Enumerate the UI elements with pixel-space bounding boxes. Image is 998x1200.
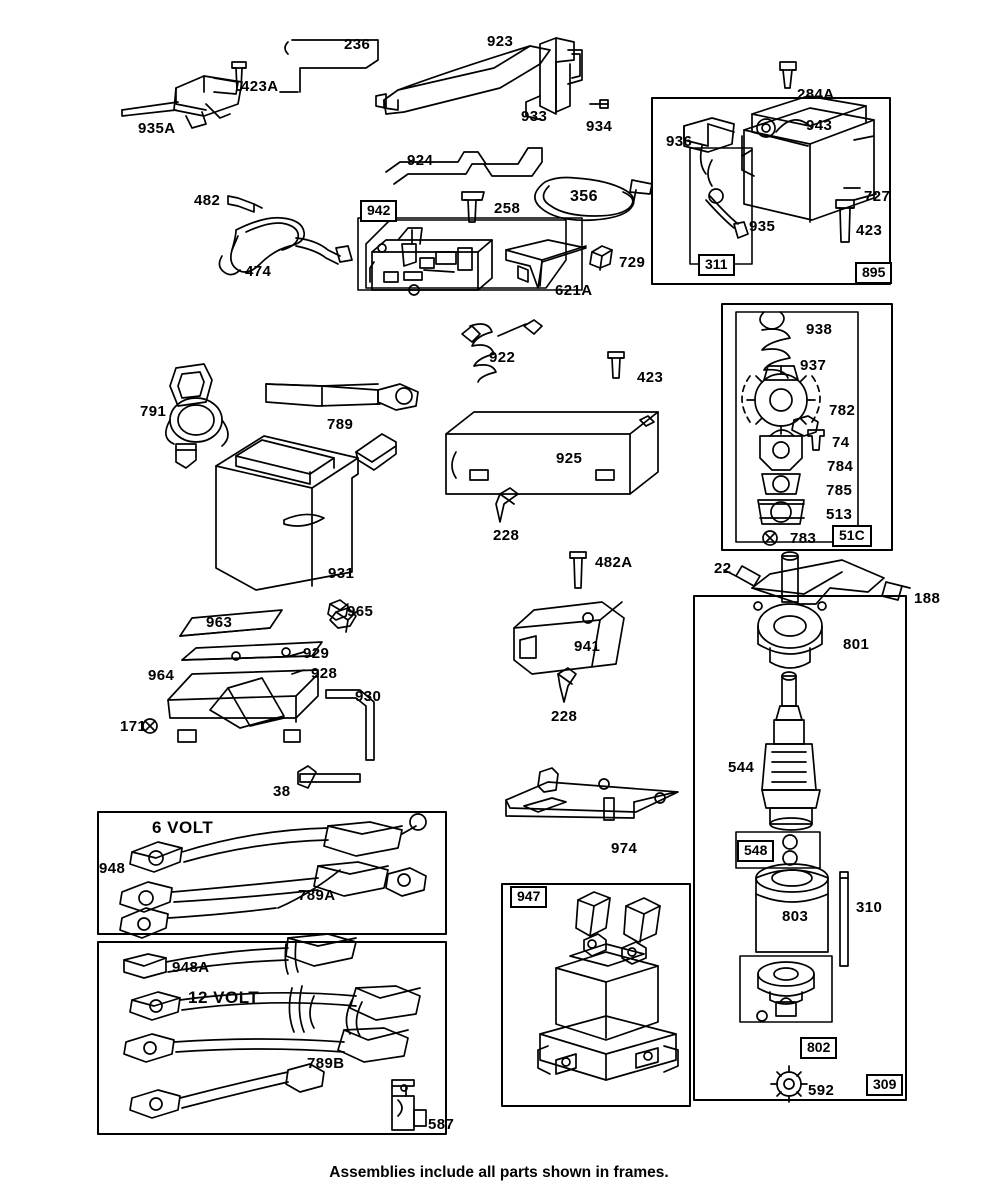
- callout-482: 482: [194, 192, 221, 209]
- callout-284a: 284A: [797, 86, 835, 103]
- callout-922: 922: [489, 349, 516, 366]
- callout-171: 171: [120, 718, 147, 735]
- callout-935a: 935A: [138, 120, 176, 137]
- callout-948: 948: [99, 860, 126, 877]
- callout-544: 544: [728, 759, 755, 776]
- callout-938: 938: [806, 321, 833, 338]
- callout-423-a: 423: [856, 222, 883, 239]
- callout-587: 587: [428, 1116, 455, 1133]
- callout-785: 785: [826, 482, 853, 499]
- label-6-volt: 6 VOLT: [152, 818, 214, 837]
- callout-188: 188: [914, 590, 941, 607]
- callout-934: 934: [586, 118, 613, 135]
- callout-929: 929: [303, 645, 330, 662]
- callout-803: 803: [782, 908, 809, 925]
- callout-964: 964: [148, 667, 175, 684]
- frame-number-947: 947: [510, 886, 547, 908]
- callout-924: 924: [407, 152, 434, 169]
- callout-925: 925: [556, 450, 583, 467]
- label-12-volt: 12 VOLT: [188, 988, 260, 1007]
- callout-782: 782: [829, 402, 856, 419]
- callout-931: 931: [328, 565, 355, 582]
- callout-482a: 482A: [595, 554, 633, 571]
- callout-937: 937: [800, 357, 827, 374]
- callout-356: 356: [570, 188, 598, 205]
- callout-963: 963: [206, 614, 233, 631]
- callout-930: 930: [355, 688, 382, 705]
- callout-936: 936: [666, 133, 693, 150]
- callout-948a: 948A: [172, 959, 210, 976]
- frame-number-942: 942: [360, 200, 397, 222]
- callout-923: 923: [487, 33, 514, 50]
- callout-22: 22: [714, 560, 732, 577]
- callout-228-a: 228: [493, 527, 520, 544]
- frame-number-51c: 51C: [832, 525, 872, 547]
- callout-789: 789: [327, 416, 354, 433]
- callout-38: 38: [273, 783, 291, 800]
- callout-965: 965: [347, 603, 374, 620]
- callout-729: 729: [619, 254, 646, 271]
- callout-236: 236: [344, 36, 371, 53]
- frame-number-311: 311: [698, 254, 735, 276]
- diagram-caption: Assemblies include all parts shown in frames.: [329, 1164, 669, 1181]
- callout-789b: 789B: [307, 1055, 345, 1072]
- callout-783: 783: [790, 530, 817, 547]
- frame-number-802: 802: [800, 1037, 837, 1059]
- callout-784: 784: [827, 458, 854, 475]
- callout-727: 727: [864, 188, 891, 205]
- callout-941: 941: [574, 638, 601, 655]
- callout-513: 513: [826, 506, 853, 523]
- callout-423-b: 423: [637, 369, 664, 386]
- callout-789a: 789A: [298, 887, 336, 904]
- callout-228-b: 228: [551, 708, 578, 725]
- callout-943: 943: [806, 117, 833, 134]
- callout-933: 933: [521, 108, 548, 125]
- callout-801: 801: [843, 636, 870, 653]
- frame-number-548: 548: [737, 840, 774, 862]
- callout-791: 791: [140, 403, 167, 420]
- callout-258: 258: [494, 200, 521, 217]
- callout-974: 974: [611, 840, 638, 857]
- frame-number-309: 309: [866, 1074, 903, 1096]
- callout-423a: 423A: [241, 78, 279, 95]
- callout-935: 935: [749, 218, 776, 235]
- callout-592: 592: [808, 1082, 835, 1099]
- callout-74: 74: [832, 434, 850, 451]
- callout-621a: 621A: [555, 282, 593, 299]
- callout-928: 928: [311, 665, 338, 682]
- callout-474: 474: [245, 263, 272, 280]
- callout-310: 310: [856, 899, 883, 916]
- frame-number-895: 895: [855, 262, 892, 284]
